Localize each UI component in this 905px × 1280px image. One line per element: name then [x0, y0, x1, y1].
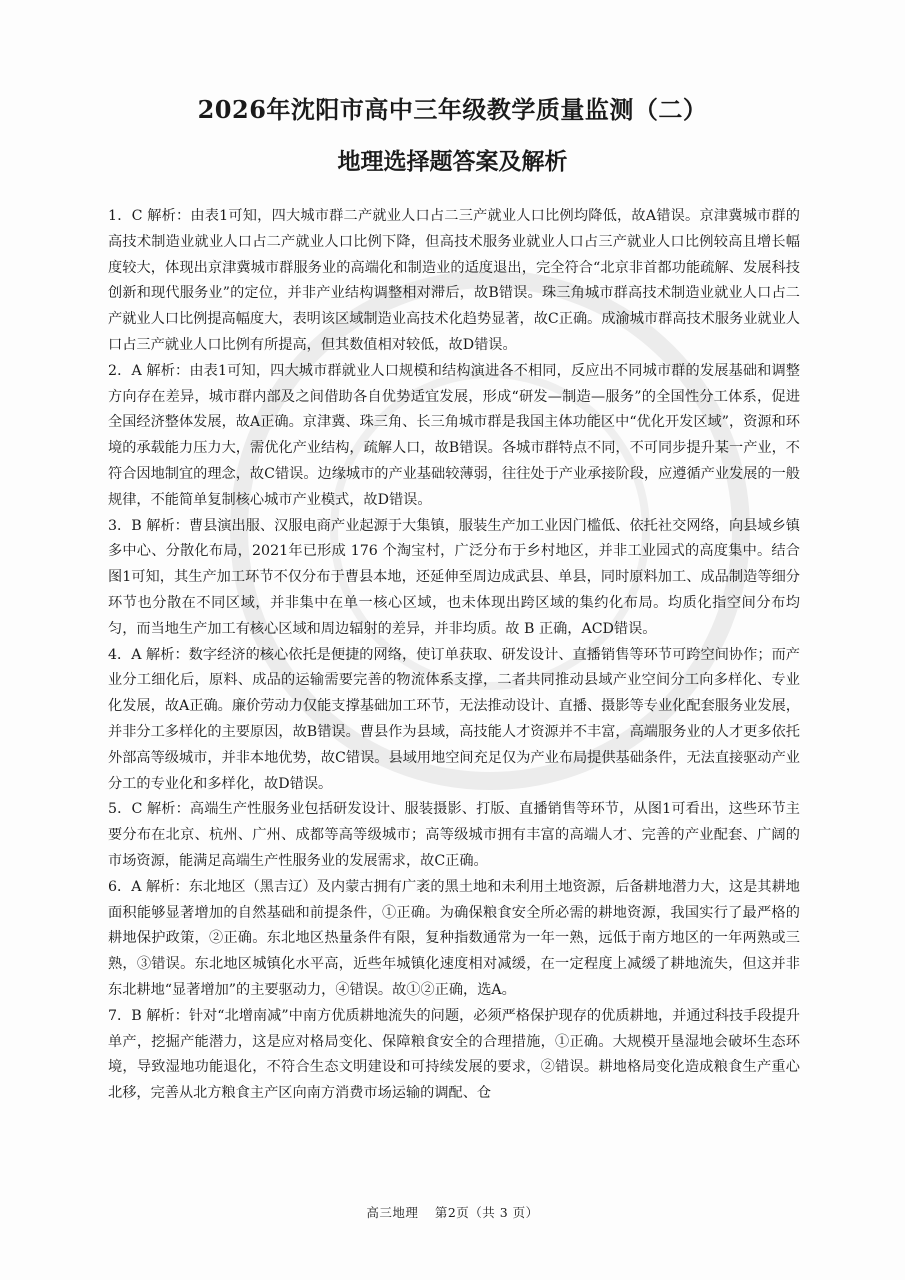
- document-title: 2026年沈阳市高中三年级教学质量监测（二）: [197, 95, 708, 124]
- answer-item-2: 2．A 解析：由表1可知，四大城市群就业人口规模和结构演进各不相同，反应出不同城市群的发展基础和调整方向存在差异，城市群内部及之间借助各自优势适宜发展，形成“研发—制造—服务”的全国性分工体系，促进全国经济整体发展，故A正确。京津冀、珠三角、长三角城市群是我国主体功能区中“优化开发区域”，资源和环境的承载能力压力大，需优化产业结构，疏解人口，故B错误。各城市群特点不同，不可同步提升某一产业，不符合因地制宜的理念，故C错误。边缘城市的产业基础较薄弱，往往处于产业承接阶段，应遵循产业发展的一般规律，不能简单复制核心城市产业模式，故D错误。: [108, 362, 800, 508]
- answer-list: [108, 204, 800, 1107]
- footer-subject: 高三地理: [366, 1205, 419, 1220]
- answer-item-3: 3．B 解析：曹县演出服、汉服电商产业起源于大集镇，服装生产加工业因门槛低、依托社交网络，向县域乡镇多中心、分散化布局，2021年已形成 176 个淘宝村，广泛分布于乡村地区，并非工业园式的高度集中。结合图1可知，其生产加工环节不仅分布于曹县本地，还延伸至周边成武县、单县，同时原料加工、成品制造等细分环节也分散在不同区域，并非集中在单一核心区域，也未体现出跨区域的集约化布局。均质化指空间分布均匀，而当地生产加工有核心区域和周边辐射的差异，并非均质。故 B 正确，ACD错误。: [108, 517, 800, 637]
- answer-item-4: 4．A 解析：数字经济的核心依托是便捷的网络，使订单获取、研发设计、直播销售等环节可跨空间协作；而产业分工细化后，原料、成品的运输需要完善的物流体系支撑，二者共同推动县域产业空间分工向多样化、专业化发展，故A正确。廉价劳动力仅能支撑基础加工环节，无法推动设计、直播、摄影等专业化配套服务业发展，并非分工多样化的主要原因，故B错误。曹县作为县域，高技能人才资源并不丰富，高端服务业的人才更多依托外部高等级城市，并非本地优势，故C错误。县域用地空间充足仅为产业布局提供基础条件，无法直接驱动产业分工的专业化和多样化，故D错误。: [108, 646, 800, 792]
- page-footer: [0, 1203, 905, 1221]
- document-subtitle: 地理选择题答案及解析: [337, 148, 568, 175]
- answer-item-1: 1．C 解析：由表1可知，四大城市群二产就业人口占二三产就业人口比例均降低，故A错误。京津冀城市群的高技术制造业就业人口占二产就业人口比例下降，但高技术服务业就业人口占三产就业人口比例较高且增长幅度较大，体现出京津冀城市群服务业的高端化和制造业的适度退出，完全符合“北京非首都功能疏解、发展科技创新和现代服务业”的定位，并非产业结构调整相对滞后，故B错误。珠三角城市群高技术制造业就业人口占二产就业人口比例提高幅度大，表明该区域制造业高技术化趋势显著，故C正确。成渝城市群高技术服务业就业人口占三产就业人口比例有所提高，但其数值相对较低，故D错误。: [108, 208, 800, 353]
- answer-item-7: 7．B 解析：针对“北增南减”中南方优质耕地流失的问题，必须严格保护现存的优质耕地，并通过科技手段提升单产，挖掘产能潜力，这是应对格局变化、保障粮食安全的合理措施，①正确。大规模开垦湿地会破坏生态环境，导致湿地功能退化，不符合生态文明建设和可持续发展的要求，②错误。耕地格局变化造成粮食生产重心北移，完善从北方粮食主产区向南方消费市场运输的调配、仓: [108, 1007, 800, 1102]
- answer-item-6: 6．A 解析：东北地区（黑吉辽）及内蒙古拥有广袤的黑土地和未利用土地资源，后备耕地潜力大，这是其耕地面积能够显著增加的自然基础和前提条件，①正确。为确保粮食安全所必需的耕地资源，我国实行了最严格的耕地保护政策，②正确。东北地区热量条件有限，复种指数通常为一年一熟，远低于南方地区的一年两熟或三熟，③错误。东北地区城镇化水平高，近些年城镇化速度相对减缓，在一定程度上减缓了耕地流失，但这并非东北耕地“显著增加”的主要驱动力，④错误。故①②正确，选A。: [108, 878, 800, 998]
- footer-page-number: 第2页（共 3 页）: [434, 1205, 539, 1220]
- answer-item-5: 5．C 解析：高端生产性服务业包括研发设计、服装摄影、打版、直播销售等环节，从图1可看出，这些环节主要分布在北京、杭州、广州、成都等高等级城市；高等级城市拥有丰富的高端人才、完善的产业配套、广阔的市场资源，能满足高端生产性服务业的发展需求，故C正确。: [108, 801, 800, 869]
